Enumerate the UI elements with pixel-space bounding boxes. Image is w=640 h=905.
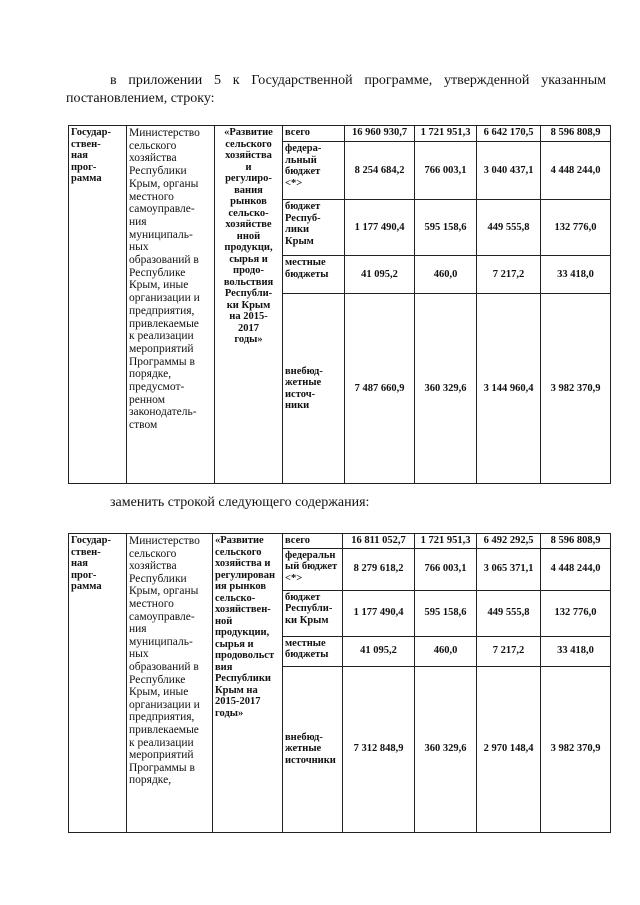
value-cell: 595 158,6 bbox=[415, 200, 477, 256]
value-cell: 3 982 370,9 bbox=[541, 294, 611, 484]
executor-cell: Министерство сельского хозяйства Республики Крым, органы местного самоуправле- ния муниципаль- ных образований в Республике Крым, иные организации и предприятия, привлекаемые к реализации мероприятий Программы в порядке, bbox=[127, 534, 213, 833]
source-cell: внебюд- жетные источники bbox=[283, 666, 343, 832]
source-cell: всего bbox=[283, 534, 343, 549]
value-cell: 132 776,0 bbox=[541, 590, 611, 636]
value-cell: 449 555,8 bbox=[477, 590, 541, 636]
source-cell: федеральн ый бюджет <*> bbox=[283, 548, 343, 590]
table-new-row bbox=[68, 533, 611, 833]
source-cell: местные бюджеты bbox=[283, 636, 343, 666]
source-cell: бюджет Республи- ки Крым bbox=[283, 590, 343, 636]
value-cell: 16 960 930,7 bbox=[345, 126, 415, 142]
status-cell: Государ- ствен- ная прог- рамма bbox=[69, 534, 127, 833]
value-cell: 6 642 170,5 bbox=[477, 126, 541, 142]
value-cell: 766 003,1 bbox=[415, 142, 477, 200]
value-cell: 8 254 684,2 bbox=[345, 142, 415, 200]
source-cell: местные бюджеты bbox=[283, 256, 345, 294]
source-cell: бюджет Респуб- лики Крым bbox=[283, 200, 345, 256]
value-cell: 2 970 148,4 bbox=[477, 666, 541, 832]
program-name-cell: «Развитие сельского хозяйства и регулирован ия рынков сельско- хозяйствен- ной продукции, сырья и продовольст вия Республики Крым на 2015-2017 годы» bbox=[213, 534, 283, 833]
value-cell: 1 721 951,3 bbox=[415, 534, 477, 549]
value-cell: 132 776,0 bbox=[541, 200, 611, 256]
value-cell: 8 596 808,9 bbox=[541, 534, 611, 549]
source-cell: всего bbox=[283, 126, 345, 142]
value-cell: 3 065 371,1 bbox=[477, 548, 541, 590]
value-cell: 1 177 490,4 bbox=[345, 200, 415, 256]
intro-paragraph: в приложении 5 к Государственной программе, утвержденной указанным постановлением, строку: bbox=[66, 73, 606, 106]
value-cell: 1 721 951,3 bbox=[415, 126, 477, 142]
value-cell: 8 596 808,9 bbox=[541, 126, 611, 142]
value-cell: 33 418,0 bbox=[541, 256, 611, 294]
value-cell: 41 095,2 bbox=[345, 256, 415, 294]
source-cell: федера- льный бюджет <*> bbox=[283, 142, 345, 200]
value-cell: 7 217,2 bbox=[477, 256, 541, 294]
value-cell: 4 448 244,0 bbox=[541, 548, 611, 590]
value-cell: 7 217,2 bbox=[477, 636, 541, 666]
replace-paragraph: заменить строкой следующего содержания: bbox=[110, 495, 370, 510]
value-cell: 3 144 960,4 bbox=[477, 294, 541, 484]
value-cell: 7 487 660,9 bbox=[345, 294, 415, 484]
value-cell: 41 095,2 bbox=[343, 636, 415, 666]
source-cell: внебюд- жетные источ- ники bbox=[283, 294, 345, 484]
value-cell: 360 329,6 bbox=[415, 294, 477, 484]
value-cell: 360 329,6 bbox=[415, 666, 477, 832]
value-cell: 4 448 244,0 bbox=[541, 142, 611, 200]
table-row bbox=[69, 534, 611, 549]
value-cell: 8 279 618,2 bbox=[343, 548, 415, 590]
value-cell: 16 811 052,7 bbox=[343, 534, 415, 549]
value-cell: 6 492 292,5 bbox=[477, 534, 541, 549]
executor-cell: Министерство сельского хозяйства Республики Крым, органы местного самоуправле- ния муниципаль- ных образований в Республике Крым, иные организации и предприятия, привлекаемые к реализации мероприятий Программы в порядке, предусмот- ренном законодатель- ством bbox=[127, 126, 215, 484]
table-old-row bbox=[68, 125, 611, 484]
value-cell: 449 555,8 bbox=[477, 200, 541, 256]
value-cell: 1 177 490,4 bbox=[343, 590, 415, 636]
program-name-cell: «Развитие сельского хозяйства и регулиро- вания рынков сельско- хозяйстве нной продукци, сырья и продо- вольствия Республи- ки Крым на 2015- 2017 годы» bbox=[215, 126, 283, 484]
table-row bbox=[69, 126, 611, 142]
status-cell: Государ- ствен- ная прог- рамма bbox=[69, 126, 127, 484]
value-cell: 3 982 370,9 bbox=[541, 666, 611, 832]
value-cell: 595 158,6 bbox=[415, 590, 477, 636]
value-cell: 460,0 bbox=[415, 256, 477, 294]
value-cell: 33 418,0 bbox=[541, 636, 611, 666]
value-cell: 460,0 bbox=[415, 636, 477, 666]
value-cell: 766 003,1 bbox=[415, 548, 477, 590]
value-cell: 7 312 848,9 bbox=[343, 666, 415, 832]
value-cell: 3 040 437,1 bbox=[477, 142, 541, 200]
